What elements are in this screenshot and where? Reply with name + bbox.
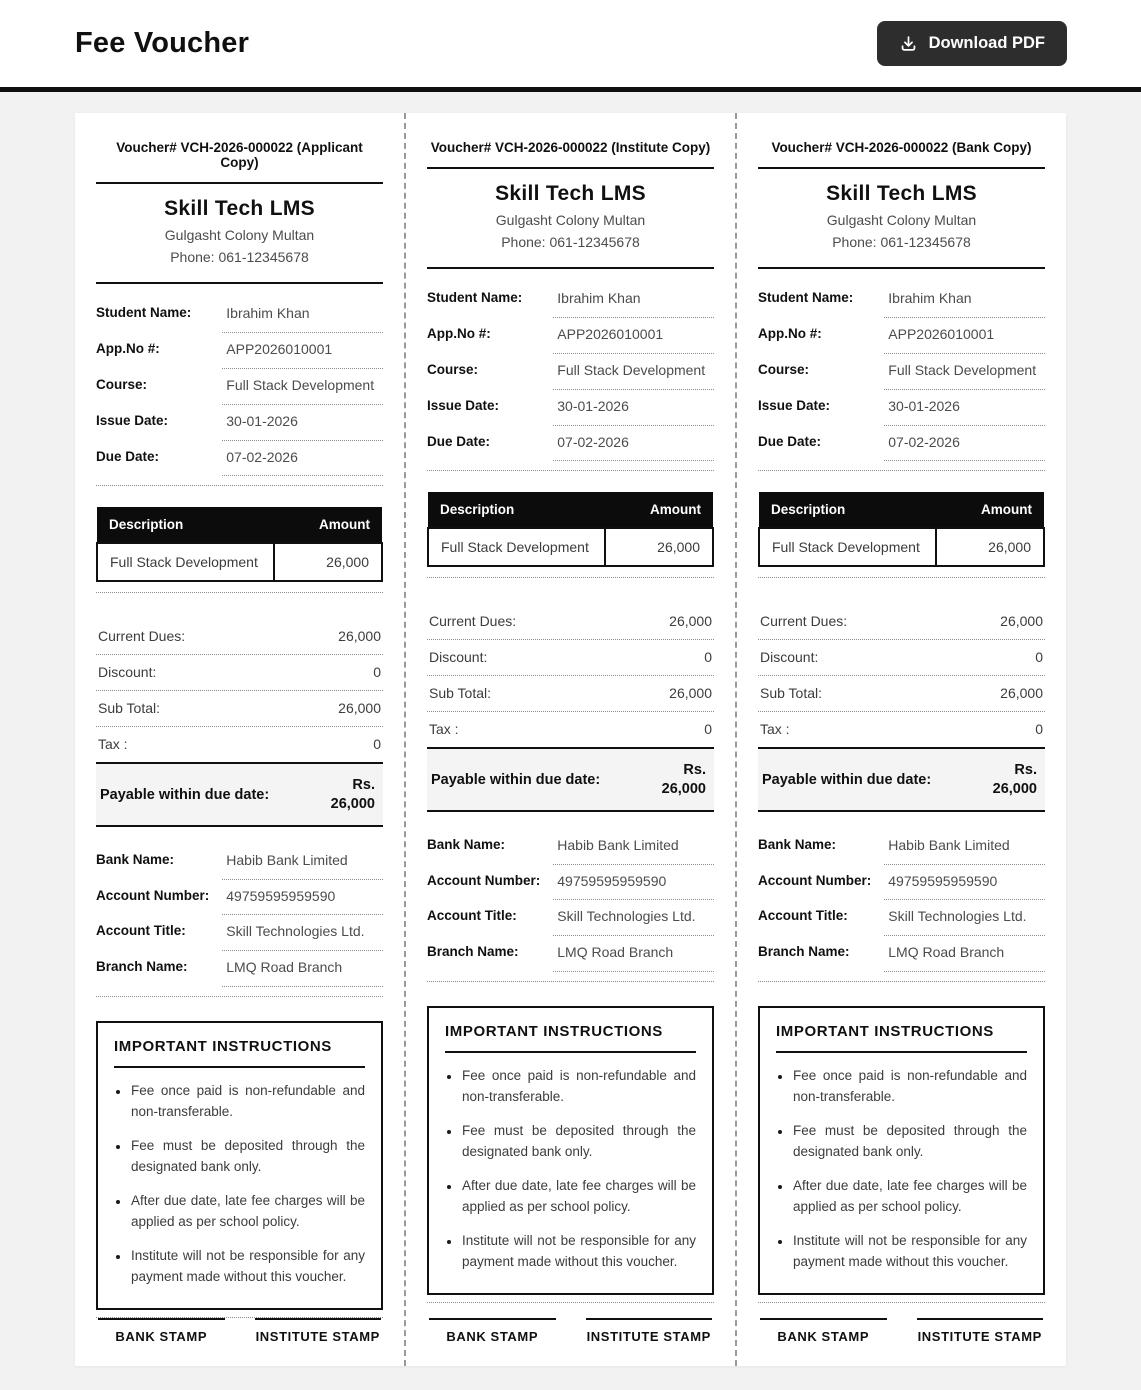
description-header: Description	[759, 492, 936, 528]
instructions-list	[776, 1066, 1027, 1272]
instructions-list	[114, 1081, 365, 1287]
tax-label: Tax :	[98, 736, 128, 753]
section-divider	[427, 981, 714, 982]
bank-details-section	[427, 812, 714, 983]
current-dues-row	[758, 604, 1045, 640]
course-value: Full Stack Development	[222, 369, 383, 405]
app-no-row	[427, 318, 714, 354]
institute-address: Gulgasht Colony Multan	[164, 227, 315, 243]
fee-table-header-row	[428, 492, 713, 528]
fee-table	[427, 492, 714, 567]
fee-table-row	[759, 528, 1044, 566]
account-number-value: 49759595959590	[884, 865, 1045, 901]
due-date-row	[427, 426, 714, 462]
summary-section	[427, 604, 714, 811]
bank-name-label: Bank Name:	[427, 836, 506, 852]
payable-label: Payable within due date:	[431, 771, 601, 788]
current-dues-row	[96, 619, 383, 655]
app-no-label: App.No #:	[758, 325, 822, 341]
description-header: Description	[97, 507, 274, 543]
discount-value: 0	[1035, 649, 1043, 666]
payable-label: Payable within due date:	[100, 786, 270, 803]
sub-total-value: 26,000	[338, 700, 381, 717]
institute-stamp: INSTITUTE STAMP	[586, 1318, 713, 1344]
main-area	[0, 92, 1141, 1390]
branch-name-value: LMQ Road Branch	[884, 936, 1045, 972]
current-dues-label: Current Dues:	[98, 628, 186, 645]
bank-stamp: BANK STAMP	[760, 1318, 887, 1344]
fee-table-row	[428, 528, 713, 566]
branch-name-label: Branch Name:	[96, 959, 188, 975]
student-info-section	[758, 269, 1045, 471]
institute-stamp: INSTITUTE STAMP	[255, 1318, 382, 1344]
discount-label: Discount:	[98, 664, 157, 681]
issue-date-row	[758, 390, 1045, 426]
discount-value: 0	[704, 649, 712, 666]
discount-value: 0	[373, 664, 381, 681]
important-instructions-box	[758, 1006, 1045, 1294]
bank-stamp: BANK STAMP	[429, 1318, 556, 1344]
branch-name-value: LMQ Road Branch	[222, 951, 383, 987]
course-value: Full Stack Development	[553, 354, 714, 390]
bank-name-label: Bank Name:	[758, 836, 837, 852]
fee-table	[96, 507, 383, 582]
instruction-item: Fee must be deposited through the designated bank only.	[776, 1121, 1027, 1163]
course-row	[758, 354, 1045, 390]
tax-value: 0	[1035, 721, 1043, 738]
important-instructions-box	[427, 1006, 714, 1294]
instructions-list	[445, 1066, 696, 1272]
institute-phone: Phone: 061-12345678	[170, 249, 309, 265]
account-title-value: Skill Technologies Ltd.	[553, 900, 714, 936]
due-date-value: 07-02-2026	[222, 441, 383, 477]
issue-date-label: Issue Date:	[758, 397, 831, 413]
account-title-label: Account Title:	[96, 923, 186, 939]
tax-value: 0	[704, 721, 712, 738]
voucher-column	[404, 113, 735, 1366]
section-divider	[758, 1302, 1045, 1303]
fee-amount-cell: 26,000	[936, 528, 1044, 566]
issue-date-label: Issue Date:	[427, 397, 500, 413]
instruction-item: Fee must be deposited through the designated bank only.	[114, 1136, 365, 1178]
section-divider	[96, 996, 383, 997]
sub-total-value: 26,000	[1000, 685, 1043, 702]
student-name-label: Student Name:	[758, 290, 854, 305]
due-date-label: Due Date:	[427, 433, 491, 449]
fee-table-row	[97, 543, 382, 581]
bank-name-row	[427, 829, 714, 865]
bank-name-row	[758, 829, 1045, 865]
account-number-row	[96, 880, 383, 916]
fee-description-cell: Full Stack Development	[97, 543, 274, 581]
instructions-title: IMPORTANT INSTRUCTIONS	[776, 1023, 1027, 1053]
instruction-item: After due date, late fee charges will be applied as per school policy.	[776, 1176, 1027, 1218]
due-date-label: Due Date:	[758, 433, 822, 449]
sub-total-row	[758, 676, 1045, 712]
issue-date-label: Issue Date:	[96, 412, 169, 428]
student-info-section	[96, 284, 383, 486]
payable-value: Rs. 26,000	[661, 762, 706, 797]
account-number-label: Account Number:	[758, 872, 872, 888]
account-title-value: Skill Technologies Ltd.	[222, 915, 383, 951]
amount-header: Amount	[605, 492, 713, 528]
bank-name-label: Bank Name:	[96, 851, 175, 867]
account-title-label: Account Title:	[427, 908, 517, 924]
discount-row	[96, 655, 383, 691]
description-header: Description	[428, 492, 605, 528]
fee-table	[758, 492, 1045, 567]
account-title-label: Account Title:	[758, 908, 848, 924]
app-no-label: App.No #:	[96, 340, 160, 356]
discount-row	[427, 640, 714, 676]
institute-stamp: INSTITUTE STAMP	[917, 1318, 1044, 1344]
current-dues-label: Current Dues:	[429, 613, 517, 630]
institute-header	[427, 169, 714, 269]
section-divider	[427, 577, 714, 578]
branch-name-row	[427, 936, 714, 972]
issue-date-value: 30-01-2026	[884, 390, 1045, 426]
sub-total-row	[96, 691, 383, 727]
institute-name: Skill Tech LMS	[826, 182, 977, 205]
section-divider	[758, 470, 1045, 471]
account-title-value: Skill Technologies Ltd.	[884, 900, 1045, 936]
summary-section	[758, 604, 1045, 811]
account-number-label: Account Number:	[96, 887, 210, 903]
instruction-item: After due date, late fee charges will be applied as per school policy.	[114, 1191, 365, 1233]
voucher-column	[75, 113, 404, 1366]
section-divider	[758, 577, 1045, 578]
sub-total-label: Sub Total:	[429, 685, 492, 702]
fee-table-header-row	[97, 507, 382, 543]
fee-description-cell: Full Stack Development	[759, 528, 936, 566]
payable-label: Payable within due date:	[762, 771, 932, 788]
page-title: Fee Voucher	[75, 27, 250, 59]
instruction-item: Fee must be deposited through the designated bank only.	[445, 1121, 696, 1163]
sub-total-value: 26,000	[669, 685, 712, 702]
issue-date-value: 30-01-2026	[222, 405, 383, 441]
bank-details-section	[758, 812, 1045, 983]
course-row	[427, 354, 714, 390]
branch-name-label: Branch Name:	[427, 944, 519, 960]
bank-name-value: Habib Bank Limited	[553, 829, 714, 865]
instruction-item: Institute will not be responsible for any payment made without this voucher.	[445, 1231, 696, 1273]
due-date-label: Due Date:	[96, 448, 160, 464]
app-no-row	[758, 318, 1045, 354]
voucher-column	[735, 113, 1066, 1366]
fee-amount-cell: 26,000	[274, 543, 382, 581]
tax-label: Tax :	[429, 721, 459, 738]
fee-description-cell: Full Stack Development	[428, 528, 605, 566]
account-number-value: 49759595959590	[222, 880, 383, 916]
account-number-value: 49759595959590	[553, 865, 714, 901]
bank-stamp: BANK STAMP	[98, 1318, 225, 1344]
discount-row	[758, 640, 1045, 676]
tax-row	[96, 727, 383, 763]
amount-header: Amount	[274, 507, 382, 543]
sub-total-label: Sub Total:	[760, 685, 823, 702]
page-header	[0, 0, 1141, 92]
fee-table-header-row	[759, 492, 1044, 528]
institute-header	[758, 169, 1045, 269]
course-value: Full Stack Development	[884, 354, 1045, 390]
student-name-row	[758, 282, 1045, 318]
institute-phone: Phone: 061-12345678	[832, 234, 971, 250]
sub-total-label: Sub Total:	[98, 700, 161, 717]
account-title-row	[427, 900, 714, 936]
amount-header: Amount	[936, 492, 1044, 528]
branch-name-row	[96, 951, 383, 987]
vouchers-container	[75, 113, 1066, 1366]
instruction-item: Fee once paid is non-refundable and non-transferable.	[114, 1081, 365, 1123]
due-date-value: 07-02-2026	[553, 426, 714, 462]
current-dues-value: 26,000	[338, 628, 381, 645]
instruction-item: Fee once paid is non-refundable and non-transferable.	[445, 1066, 696, 1108]
branch-name-row	[758, 936, 1045, 972]
student-info-section	[427, 269, 714, 471]
student-name-label: Student Name:	[427, 290, 523, 305]
payable-row	[758, 747, 1045, 811]
payable-row	[427, 747, 714, 811]
summary-section	[96, 619, 383, 826]
institute-name: Skill Tech LMS	[495, 182, 646, 205]
student-name-row	[427, 282, 714, 318]
institute-name: Skill Tech LMS	[164, 197, 315, 220]
tax-value: 0	[373, 736, 381, 753]
student-name-value: Ibrahim Khan	[884, 282, 1045, 318]
due-date-row	[758, 426, 1045, 462]
instruction-item: Institute will not be responsible for any payment made without this voucher.	[114, 1246, 365, 1288]
bank-details-section	[96, 827, 383, 998]
account-title-row	[96, 915, 383, 951]
payable-value: Rs. 26,000	[992, 762, 1037, 797]
branch-name-label: Branch Name:	[758, 944, 850, 960]
instructions-title: IMPORTANT INSTRUCTIONS	[445, 1023, 696, 1053]
important-instructions-box	[96, 1021, 383, 1309]
sub-total-row	[427, 676, 714, 712]
bank-name-value: Habib Bank Limited	[222, 844, 383, 880]
tax-row	[427, 712, 714, 748]
payable-value: Rs. 26,000	[330, 777, 375, 812]
current-dues-row	[427, 604, 714, 640]
account-number-row	[758, 865, 1045, 901]
course-row	[96, 369, 383, 405]
bank-name-row	[96, 844, 383, 880]
course-label: Course:	[758, 361, 810, 377]
section-divider	[427, 470, 714, 471]
branch-name-value: LMQ Road Branch	[553, 936, 714, 972]
payable-row	[96, 762, 383, 826]
download-button-label: Download PDF	[928, 34, 1045, 52]
voucher-copy-title: Voucher# VCH-2026-000022 (Institute Copy)	[427, 132, 714, 169]
issue-date-row	[96, 405, 383, 441]
download-pdf-button[interactable]	[877, 21, 1067, 66]
app-no-row	[96, 333, 383, 369]
account-title-row	[758, 900, 1045, 936]
voucher-copy-title: Voucher# VCH-2026-000022 (Applicant Copy)	[96, 132, 383, 184]
account-number-row	[427, 865, 714, 901]
institute-phone: Phone: 061-12345678	[501, 234, 640, 250]
student-name-value: Ibrahim Khan	[553, 282, 714, 318]
fee-amount-cell: 26,000	[605, 528, 713, 566]
bank-name-value: Habib Bank Limited	[884, 829, 1045, 865]
app-no-label: App.No #:	[427, 325, 491, 341]
instruction-item: After due date, late fee charges will be applied as per school policy.	[445, 1176, 696, 1218]
current-dues-value: 26,000	[1000, 613, 1043, 630]
institute-address: Gulgasht Colony Multan	[495, 212, 646, 228]
issue-date-value: 30-01-2026	[553, 390, 714, 426]
instruction-item: Fee once paid is non-refundable and non-transferable.	[776, 1066, 1027, 1108]
tax-row	[758, 712, 1045, 748]
course-label: Course:	[427, 361, 479, 377]
student-name-row	[96, 297, 383, 333]
instruction-item: Institute will not be responsible for any payment made without this voucher.	[776, 1231, 1027, 1273]
student-name-label: Student Name:	[96, 305, 192, 320]
course-label: Course:	[96, 376, 148, 392]
section-divider	[427, 1302, 714, 1303]
app-no-value: APP2026010001	[222, 333, 383, 369]
issue-date-row	[427, 390, 714, 426]
due-date-row	[96, 441, 383, 477]
section-divider	[96, 592, 383, 593]
due-date-value: 07-02-2026	[884, 426, 1045, 462]
instructions-title: IMPORTANT INSTRUCTIONS	[114, 1038, 365, 1068]
discount-label: Discount:	[429, 649, 488, 666]
account-number-label: Account Number:	[427, 872, 541, 888]
app-no-value: APP2026010001	[553, 318, 714, 354]
download-icon	[899, 34, 918, 53]
app-no-value: APP2026010001	[884, 318, 1045, 354]
tax-label: Tax :	[760, 721, 790, 738]
institute-address: Gulgasht Colony Multan	[826, 212, 977, 228]
current-dues-label: Current Dues:	[760, 613, 848, 630]
institute-header	[96, 184, 383, 284]
student-name-value: Ibrahim Khan	[222, 297, 383, 333]
voucher-copy-title: Voucher# VCH-2026-000022 (Bank Copy)	[758, 132, 1045, 169]
discount-label: Discount:	[760, 649, 819, 666]
section-divider	[96, 485, 383, 486]
current-dues-value: 26,000	[669, 613, 712, 630]
section-divider	[758, 981, 1045, 982]
